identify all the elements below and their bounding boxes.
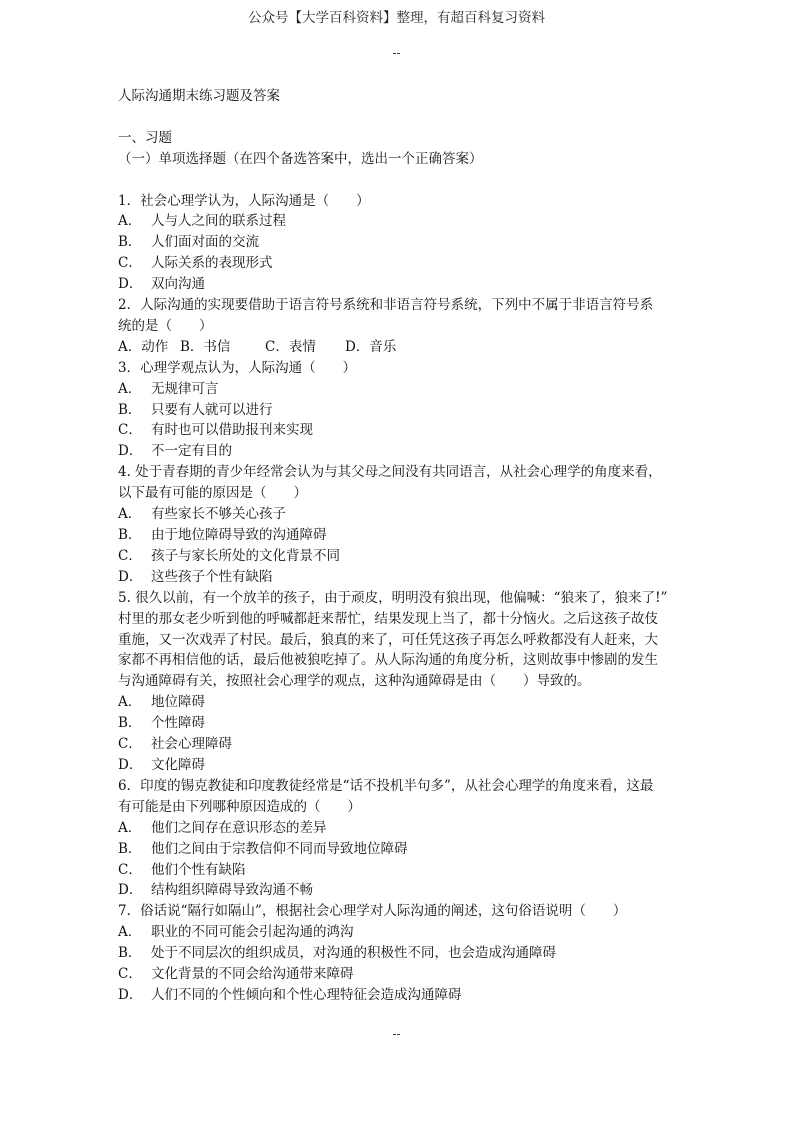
option-c: C． 他们个性有缺陷	[118, 861, 246, 878]
question-2	[118, 295, 683, 358]
page-marker-top: --	[392, 46, 401, 60]
option-d: D． 文化障碍	[118, 756, 205, 773]
document-title: 人际沟通期末练习题及答案	[118, 88, 280, 104]
question-text: 7．俗话说“隔行如隔山”，根据社会心理学对人际沟通的阐述，这句俗语说明（ ）	[118, 903, 627, 920]
option-b: B． 人们面对面的交流	[118, 234, 259, 251]
option-d: D． 结构组织障碍导致沟通不畅	[118, 882, 313, 899]
section-heading: 一、习题	[118, 129, 172, 146]
option-b: B． 处于不同层次的组织成员，对沟通的积极性不同，也会造成沟通障碍	[118, 945, 556, 962]
document-body	[118, 86, 683, 1006]
option-c: C． 孩子与家长所处的文化背景不同	[118, 547, 340, 564]
question-text: 6．印度的锡克教徒和印度教徒经常是“话不投机半句多”，从社会心理学的角度来看，这最	[118, 777, 654, 794]
option-b: B． 只要有人就可以进行	[118, 401, 273, 418]
inline-options	[118, 337, 683, 358]
option-a: A． 他们之间存在意识形态的差异	[118, 819, 327, 836]
option-a: A． 无规律可言	[118, 380, 219, 397]
page-marker-bottom: --	[392, 1027, 401, 1041]
option-a: A． 人与人之间的联系过程	[118, 213, 286, 230]
question-text: 有可能是由下列哪种原因造成的（ ）	[118, 798, 361, 815]
question-text: 家都不再相信他的话，最后他被狼吃掉了。从人际沟通的角度分析，这则故事中惨剧的发生	[118, 652, 658, 669]
question-5	[118, 588, 683, 776]
subsection-heading: （一）单项选择题（在四个备选答案中，选出一个正确答案）	[118, 150, 483, 167]
option-c: C．表情	[265, 338, 316, 355]
question-text: 4. 处于青春期的青少年经常会认为与其父母之间没有共同语言，从社会心理学的角度来看，	[118, 464, 662, 481]
question-1	[118, 191, 683, 296]
question-text: 与沟通障碍有关，按照社会心理学的观点，这种沟通障碍是由（ ）导致的。	[118, 673, 591, 690]
question-text: 5. 很久以前，有一个放羊的孩子，由于顽皮，明明没有狼出现，他偏喊：“狼来了，狼来了!”	[118, 589, 668, 606]
option-a: A． 职业的不同可能会引起沟通的鸿沟	[118, 924, 354, 941]
page-header: 公众号【大学百科资料】整理，有超百科复习资料	[248, 10, 545, 26]
option-d: D． 人们不同的个性倾向和个性心理特征会造成沟通障碍	[118, 986, 462, 1003]
question-text: 重施，又一次戏弄了村民。最后，狼真的来了，可任凭这孩子再怎么呼救都没有人赶来，大	[118, 631, 658, 648]
question-text: 村里的那女老少听到他的呼喊都赶来帮忙，结果发现上当了，都十分恼火。之后这孩子故伎	[118, 610, 658, 627]
option-c: C． 社会心理障碍	[118, 736, 232, 753]
option-b: B．书信	[180, 338, 231, 355]
question-4	[118, 462, 683, 587]
option-a: A．动作	[118, 338, 169, 355]
option-c: C． 有时也可以借助报刊来实现	[118, 422, 313, 439]
question-text: 2．人际沟通的实现要借助于语言符号系统和非语言符号系统，下列中不属于非语言符号系	[118, 297, 654, 314]
option-a: A． 有些家长不够关心孩子	[118, 506, 286, 523]
option-c: C． 人际关系的表现形式	[118, 255, 273, 272]
option-b: B． 个性障碍	[118, 715, 205, 732]
option-d: D． 不一定有目的	[118, 443, 232, 460]
question-text: 统的是（ ）	[118, 317, 213, 334]
option-d: D．音乐	[345, 338, 397, 355]
option-b: B． 由于地位障碍导致的沟通障碍	[118, 527, 327, 543]
question-text: 1．社会心理学认为，人际沟通是（ ）	[118, 192, 370, 209]
question-7	[118, 901, 683, 1006]
option-d: D． 双向沟通	[118, 276, 205, 293]
option-a: A． 地位障碍	[118, 694, 205, 711]
question-6	[118, 776, 683, 901]
question-text: 3．心理学观点认为，人际沟通（ ）	[118, 359, 357, 376]
question-text: 以下最有可能的原因是（ ）	[118, 485, 307, 502]
question-3	[118, 358, 683, 463]
option-b: B． 他们之间由于宗教信仰不同而导致地位障碍	[118, 840, 408, 857]
option-c: C． 文化背景的不同会给沟通带来障碍	[118, 966, 354, 983]
option-d: D． 这些孩子个性有缺陷	[118, 568, 273, 585]
